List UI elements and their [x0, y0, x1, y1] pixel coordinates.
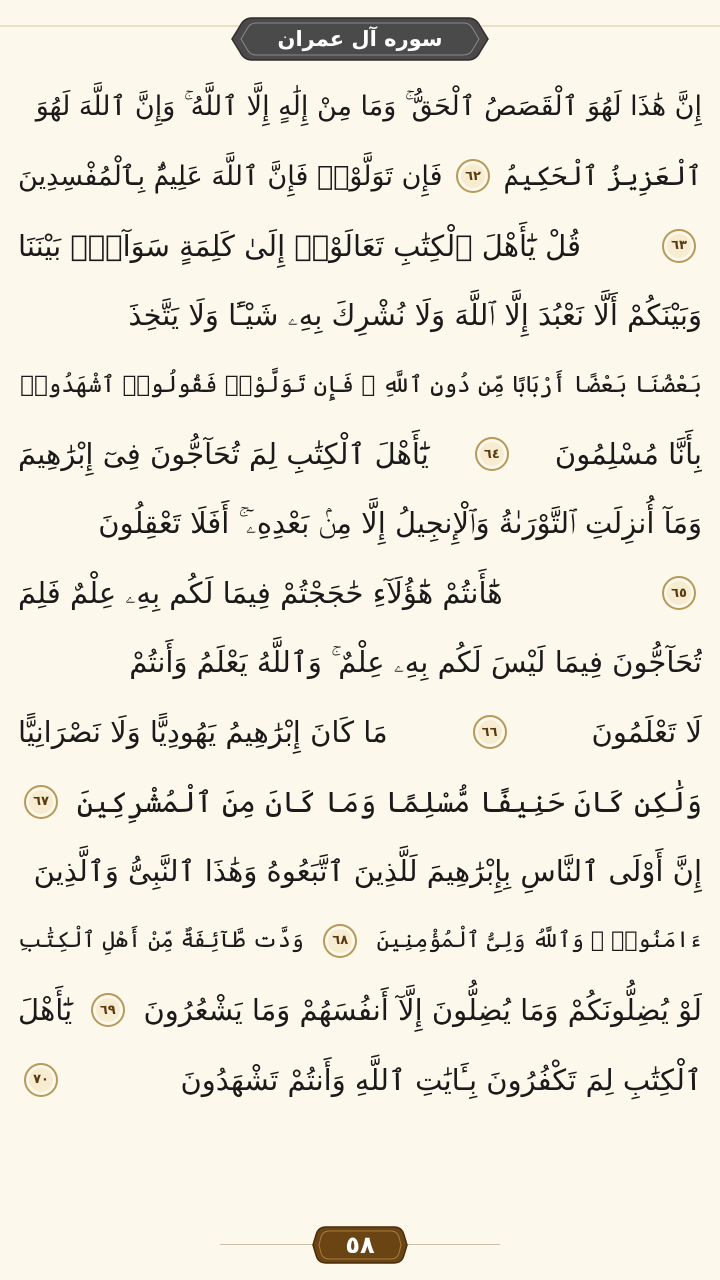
- verse-text[interactable]: وَمَآ أُنزِلَتِ ٱلتَّوْرَىٰةُ وَٱلْإِنجِيلُ إِلَّا مِنۢ بَعْدِهِۦٓ ۚ أَفَلَا تَعْقِلُونَ: [98, 506, 702, 541]
- verse-text-block: [18, 72, 702, 1115]
- page-number: ٥٨: [345, 1231, 375, 1259]
- verse-text[interactable]: وَلَٰكِن كَانَ حَنِيفًا مُّسْلِمًا وَمَا كَانَ مِنَ ٱلْمُشْرِكِينَ: [76, 784, 702, 819]
- ayah-number-marker[interactable]: ٦٣: [662, 229, 696, 263]
- verse-line: [18, 420, 702, 490]
- surah-title-banner[interactable]: [230, 16, 490, 62]
- verse-line: [18, 142, 702, 212]
- verse-text[interactable]: وَبَيْنَكُمْ أَلَّا نَعْبُدَ إِلَّا ٱللَّهَ وَلَا نُشْرِكَ بِهِۦ شَيْـًٔا وَلَا يَتَّخِذَ: [128, 297, 702, 332]
- ayah-number-marker[interactable]: ٦٨: [323, 924, 357, 958]
- page-number-badge[interactable]: [312, 1225, 408, 1265]
- verse-line: [18, 767, 702, 837]
- verse-text[interactable]: تُحَآجُّونَ فِيمَا لَيْسَ لَكُم بِهِۦ عِلْمٌ ۚ وَٱللَّهُ يَعْلَمُ وَأَنتُمْ: [129, 645, 702, 680]
- ayah-number-marker[interactable]: ٦٤: [475, 437, 509, 471]
- ayah-number-marker[interactable]: ٦٥: [662, 576, 696, 610]
- verse-text[interactable]: فَإِن تَوَلَّوْا۟ فَإِنَّ ٱللَّهَ عَلِيمٌۢ بِٱلْمُفْسِدِينَ: [18, 160, 443, 192]
- verse-text[interactable]: لَا تَعْلَمُونَ: [591, 715, 702, 750]
- verse-text[interactable]: إِنَّ أَوْلَى ٱلنَّاسِ بِإِبْرَٰهِيمَ لَلَّذِينَ ٱتَّبَعُوهُ وَهَٰذَا ٱلنَّبِىُّ وَٱلَّذِينَ: [33, 854, 702, 889]
- ayah-number-marker[interactable]: ٦٩: [91, 993, 125, 1027]
- verse-text[interactable]: إِنَّ هَٰذَا لَهُوَ ٱلْقَصَصُ ٱلْحَقُّ ۚ وَمَا مِنْ إِلَٰهٍ إِلَّا ٱللَّهُ ۚ وَإِنَّ ٱللَّهَ لَهُوَ: [35, 90, 702, 122]
- verse-line: [18, 698, 702, 768]
- verse-text[interactable]: ءَامَنُوا۟ ۗ وَٱللَّهُ وَلِىُّ ٱلْمُؤْمِنِينَ: [376, 928, 702, 954]
- surah-name: سوره آل عمران: [277, 27, 443, 51]
- verse-line: [18, 976, 702, 1046]
- verse-line: [18, 350, 702, 420]
- verse-text[interactable]: يَٰٓأَهْلَ ٱلْكِتَٰبِ لِمَ تُحَآجُّونَ فِىٓ إِبْرَٰهِيمَ: [18, 437, 429, 472]
- verse-line: [18, 628, 702, 698]
- verse-line: [18, 837, 702, 907]
- verse-line: [18, 211, 702, 281]
- verse-text[interactable]: وَدَّت طَّآئِفَةٌ مِّنْ أَهْلِ ٱلْكِتَٰبِ: [18, 928, 304, 954]
- verse-line: [18, 281, 702, 351]
- verse-text[interactable]: هَٰٓأَنتُمْ هَٰٓؤُلَآءِ حَٰجَجْتُمْ فِيمَا لَكُم بِهِۦ عِلْمٌ فَلِمَ: [18, 575, 503, 610]
- ayah-number-marker[interactable]: ٦٧: [24, 785, 58, 819]
- verse-text[interactable]: مَا كَانَ إِبْرَٰهِيمُ يَهُودِيًّا وَلَا نَصْرَانِيًّا: [18, 715, 388, 750]
- verse-line: [18, 559, 702, 629]
- page-header: [0, 14, 720, 64]
- verse-text[interactable]: ٱلْعَزِيزُ ٱلْحَكِيمُ: [503, 160, 702, 192]
- verse-line: [18, 906, 702, 976]
- ayah-number-marker[interactable]: ٦٦: [473, 715, 507, 749]
- verse-text[interactable]: لَوْ يُضِلُّونَكُمْ وَمَا يُضِلُّونَ إِلَّآ أَنفُسَهُمْ وَمَا يَشْعُرُونَ: [143, 993, 702, 1028]
- verse-line: [18, 489, 702, 559]
- verse-text[interactable]: يَٰٓأَهْلَ: [18, 993, 73, 1028]
- verse-line: [18, 72, 702, 142]
- verse-text[interactable]: ٱلْكِتَٰبِ لِمَ تَكْفُرُونَ بِـَٔايَٰتِ ٱللَّهِ وَأَنتُمْ تَشْهَدُونَ: [180, 1062, 702, 1097]
- ayah-number-marker[interactable]: ٦٢: [456, 159, 490, 193]
- verse-text[interactable]: بَعْضُنَا بَعْضًا أَرْبَابًا مِّن دُونِ ٱللَّهِ ۚ فَإِن تَوَلَّوْا۟ فَقُولُوا۟ ٱشْهَدُوا۟: [20, 371, 702, 398]
- verse-text[interactable]: بِأَنَّا مُسْلِمُونَ: [554, 437, 702, 472]
- ayah-number-marker[interactable]: ٧٠: [24, 1063, 58, 1097]
- verse-line: [18, 1045, 702, 1115]
- page-footer: [0, 1222, 720, 1268]
- verse-text[interactable]: قُلْ يَٰٓأَهْلَ ٱلْكِتَٰبِ تَعَالَوْا۟ إِلَىٰ كَلِمَةٍ سَوَآءٍۭ بَيْنَنَا: [18, 228, 582, 263]
